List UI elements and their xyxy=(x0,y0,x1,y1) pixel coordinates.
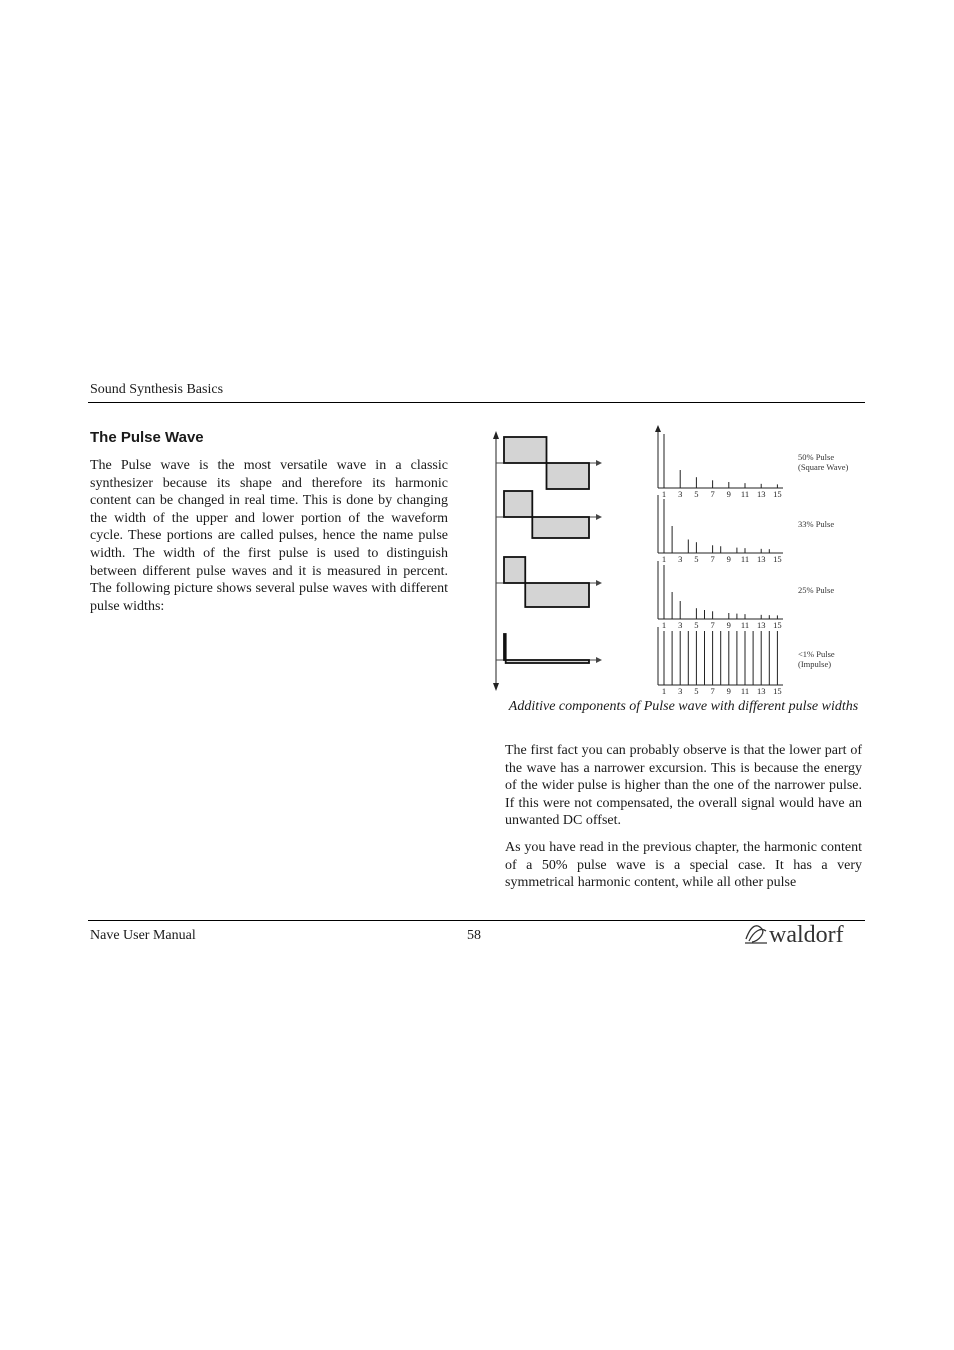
wave-baseline-arrow xyxy=(596,514,602,520)
waldorf-logo-mark xyxy=(745,926,767,943)
figure-caption: Additive components of Pulse wave with different pulse widths xyxy=(508,699,859,714)
page-number: 58 xyxy=(467,928,481,943)
harmonic-tick-label: 9 xyxy=(726,554,731,564)
pulse-width-label: 25% Pulse xyxy=(798,585,835,595)
footer-manual-name: Nave User Manual xyxy=(90,928,196,943)
harmonic-tick-label: 15 xyxy=(773,554,782,564)
harmonic-tick-label: 5 xyxy=(694,686,699,696)
harmonic-tick-label: 7 xyxy=(710,554,715,564)
harmonic-tick-label: 7 xyxy=(710,489,715,499)
harmonic-tick-label: 15 xyxy=(773,489,782,499)
wave-axis-arrow-down xyxy=(493,683,499,691)
pulse-width-sublabel: (Impulse) xyxy=(798,659,832,669)
pulse-width-label: <1% Pulse xyxy=(798,649,835,659)
harmonic-tick-label: 13 xyxy=(756,620,766,630)
harmonic-tick-label: 3 xyxy=(678,554,683,564)
spectrum-axis-arrow xyxy=(655,425,661,432)
pulse-width-sublabel: (Square Wave) xyxy=(798,462,849,472)
harmonic-tick-label: 5 xyxy=(694,620,699,630)
section-heading: The Pulse Wave xyxy=(90,429,204,446)
harmonic-tick-label: 1 xyxy=(661,620,667,630)
harmonic-tick-label: 15 xyxy=(773,620,782,630)
harmonic-tick-label: 3 xyxy=(678,620,683,630)
harmonic-tick-label: 1 xyxy=(661,489,667,499)
wave-baseline-arrow xyxy=(596,460,602,466)
harmonic-tick-label: 9 xyxy=(726,620,731,630)
harmonic-tick-label: 1 xyxy=(661,554,667,564)
harmonic-tick-label: 3 xyxy=(678,489,683,499)
harmonic-tick-label: 11 xyxy=(740,620,750,630)
harmonic-tick-label: 9 xyxy=(726,489,731,499)
harmonic-tick-label: 11 xyxy=(740,686,750,696)
body-paragraph-3: As you have read in the previous chapter, the harmonic content of a 50% pulse wave is a special case. It has a very symmetrical harmonic content, while all other pulse xyxy=(505,840,862,891)
upper-pulse xyxy=(504,437,547,463)
harmonic-tick-label: 13 xyxy=(756,686,766,696)
lower-pulse xyxy=(506,660,589,663)
waldorf-logo xyxy=(743,917,865,949)
waldorf-logo-text: waldorf xyxy=(769,922,844,948)
harmonic-tick-label: 13 xyxy=(756,489,766,499)
running-header: Sound Synthesis Basics xyxy=(90,382,224,397)
harmonic-tick-label: 11 xyxy=(740,489,750,499)
pulse-wave-figure xyxy=(485,425,865,697)
harmonic-tick-label: 5 xyxy=(694,554,699,564)
harmonic-tick-label: 9 xyxy=(726,686,731,696)
harmonic-tick-label: 7 xyxy=(710,620,715,630)
harmonic-tick-label: 3 xyxy=(678,686,683,696)
harmonic-tick-label: 13 xyxy=(756,554,766,564)
lower-pulse xyxy=(532,517,589,538)
upper-pulse xyxy=(504,634,506,660)
body-paragraph-2: The first fact you can probably observe is that the lower part of the wave has a narrower excursion. This is because the energy of the wider pulse is higher than the one of the narrower pulse. If this were not compensated, the overall signal would have an unwanted DC offset. xyxy=(505,743,862,829)
pulse-width-label: 50% Pulse xyxy=(798,452,835,462)
harmonic-tick-label: 1 xyxy=(661,686,667,696)
upper-pulse xyxy=(504,557,525,583)
harmonic-tick-label: 7 xyxy=(710,686,715,696)
wave-axis-arrow-up xyxy=(493,431,499,439)
harmonic-tick-label: 11 xyxy=(740,554,750,564)
harmonic-tick-label: 15 xyxy=(773,686,782,696)
intro-paragraph: The Pulse wave is the most versatile wave in a classic synthesizer because its shape and therefore its harmonic content can be changed in real time. This is done by changing the width of the upper and lower portion of the waveform cycle. These portions are called pulses, hence the name pulse width. The width of the first pulse is used to distinguish between different pulse waves and it is measured in percent. The following picture shows several pulse waves with different pulse widths: xyxy=(90,458,448,614)
lower-pulse xyxy=(525,583,589,607)
lower-pulse xyxy=(547,463,590,489)
header-rule xyxy=(88,402,865,403)
wave-baseline-arrow xyxy=(596,657,602,663)
pulse-width-label: 33% Pulse xyxy=(798,519,835,529)
harmonic-tick-label: 5 xyxy=(694,489,699,499)
upper-pulse xyxy=(504,491,532,517)
wave-baseline-arrow xyxy=(596,580,602,586)
